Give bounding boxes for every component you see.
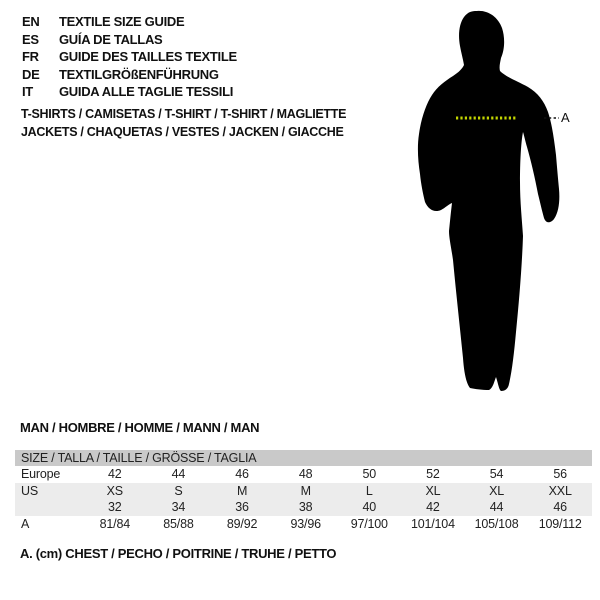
size-cell: 48	[298, 467, 313, 481]
size-cell: 101/104	[411, 516, 455, 531]
size-cell: 52	[426, 467, 440, 481]
gender-section-title: MAN / HOMBRE / HOMME / MANN / MAN	[20, 420, 260, 435]
language-row	[22, 66, 237, 84]
size-row-label: US	[21, 483, 38, 498]
size-cell: 38	[298, 500, 313, 514]
size-cell: 85/88	[163, 516, 194, 531]
language-code: EN	[22, 14, 40, 30]
size-cell: XXL	[548, 483, 572, 498]
size-cell: 42	[108, 467, 122, 481]
size-cell: 36	[235, 500, 249, 514]
size-cell: 93/96	[290, 516, 321, 531]
category-list	[21, 105, 346, 141]
measurement-a-label: A	[561, 110, 570, 125]
size-table-row	[15, 483, 592, 500]
size-table-body	[15, 466, 592, 532]
category-line: JACKETS / CHAQUETAS / VESTES / JACKEN / GIACCHE	[21, 125, 344, 139]
man-silhouette-shape	[418, 11, 559, 391]
size-cell: XS	[106, 483, 123, 498]
language-label: TEXTILGRÖßENFÜHRUNG	[59, 66, 219, 82]
size-cell: 40	[362, 500, 377, 514]
language-row	[22, 83, 237, 101]
size-cell: 34	[171, 500, 186, 514]
category-line: T-SHIRTS / CAMISETAS / T-SHIRT / T-SHIRT / MAGLIETTE	[21, 107, 347, 121]
language-row	[22, 13, 237, 31]
language-code: ES	[22, 31, 39, 47]
language-label: GUIDE DES TAILLES TEXTILE	[59, 49, 237, 65]
size-cell: 50	[362, 467, 377, 481]
size-cell: 109/112	[538, 516, 582, 531]
size-cell: 105/108	[474, 516, 519, 531]
size-table	[15, 450, 592, 532]
size-table-row	[15, 499, 592, 516]
language-row	[22, 48, 237, 66]
size-cell: M	[236, 483, 248, 498]
language-list	[22, 13, 237, 101]
size-cell: 44	[489, 500, 504, 514]
size-cell: XL	[425, 483, 441, 498]
size-cell: 97/100	[350, 516, 388, 531]
size-cell: 44	[171, 467, 186, 481]
language-code: DE	[22, 66, 40, 82]
size-cell: 89/92	[226, 516, 258, 531]
language-code: FR	[22, 49, 39, 65]
size-table-row	[15, 516, 592, 533]
language-code: IT	[22, 84, 33, 100]
size-cell: 81/84	[99, 516, 130, 531]
measurement-footnote: A. (cm) CHEST / PECHO / POITRINE / TRUHE / PETTO	[20, 546, 337, 561]
size-cell: 46	[235, 467, 249, 481]
size-table-row	[15, 466, 592, 483]
language-label: GUÍA DE TALLAS	[59, 31, 163, 47]
size-row-label: A	[21, 516, 30, 531]
size-cell: XL	[489, 483, 504, 498]
language-row	[22, 31, 237, 49]
size-cell: M	[300, 483, 311, 498]
size-cell: 54	[489, 467, 504, 481]
size-cell: S	[174, 483, 183, 498]
size-table-header: SIZE / TALLA / TAILLE / GRÖSSE / TAGLIA	[15, 450, 592, 466]
man-silhouette	[410, 5, 575, 395]
size-cell: L	[365, 483, 373, 498]
language-label: GUIDA ALLE TAGLIE TESSILI	[59, 84, 234, 100]
size-cell: 42	[426, 500, 440, 514]
size-row-label: Europe	[21, 467, 61, 481]
size-cell: 32	[108, 500, 122, 514]
size-row-label	[15, 499, 83, 516]
language-label: TEXTILE SIZE GUIDE	[59, 14, 185, 30]
size-cell: 56	[553, 467, 567, 481]
size-cell: 46	[553, 500, 567, 514]
